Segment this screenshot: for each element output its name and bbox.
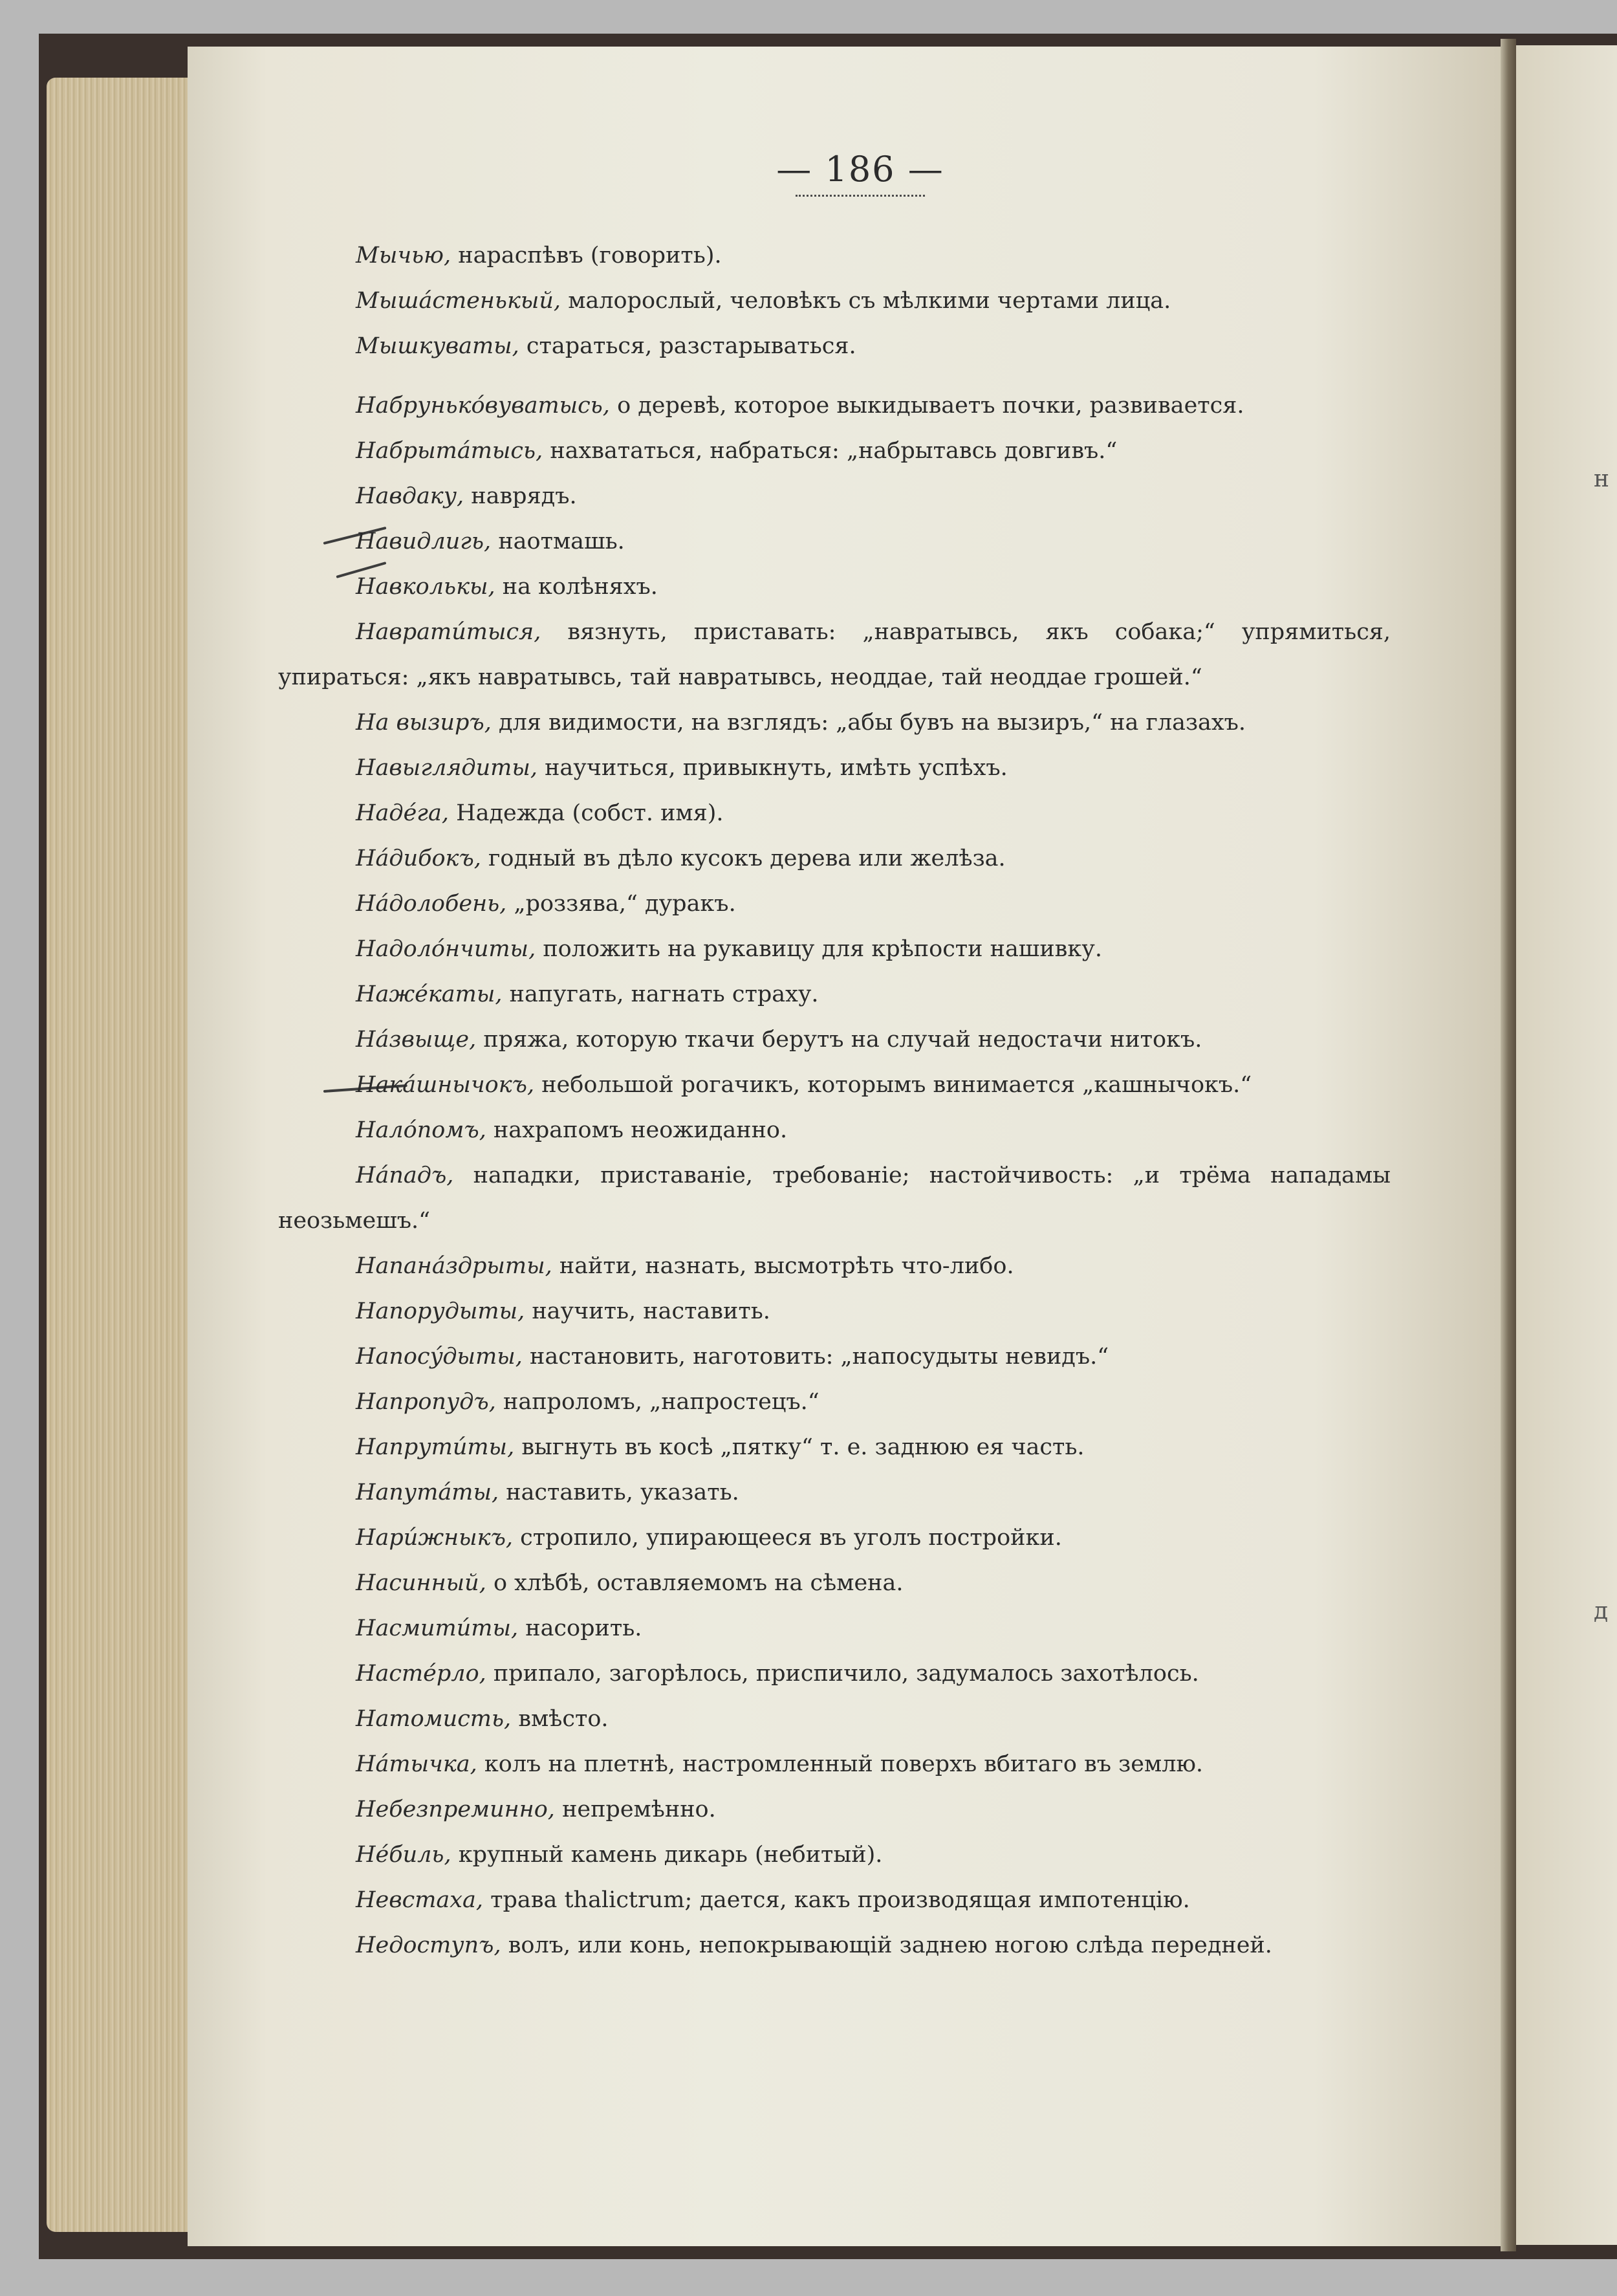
definition: стараться, разстарываться. bbox=[519, 333, 856, 359]
headword: На вызиръ, bbox=[356, 710, 492, 736]
definition: небольшой рогачикъ, которымъ винимается „кашнычокъ.“ bbox=[534, 1072, 1252, 1098]
headword: Нéбиль, bbox=[356, 1842, 451, 1868]
headword: Навратúтыся, bbox=[356, 619, 541, 645]
definition: стропило, упирающееся въ уголъ постройки. bbox=[513, 1525, 1062, 1551]
dictionary-entry bbox=[278, 700, 1391, 745]
headword: Невстаха, bbox=[356, 1887, 483, 1913]
definition: насорить. bbox=[518, 1615, 642, 1641]
dictionary-entry bbox=[278, 791, 1391, 836]
headword: Напосýдыты, bbox=[356, 1344, 523, 1370]
definition: Надежда (собст. имя). bbox=[448, 800, 724, 826]
dictionary-entry bbox=[278, 1334, 1391, 1379]
definition: малорослый, человѣкъ съ мѣлкими чертами лица. bbox=[561, 288, 1171, 314]
definition: вмѣсто. bbox=[511, 1706, 609, 1732]
definition: нараспѣвъ (говорить). bbox=[451, 243, 722, 268]
headword: Навколькы, bbox=[356, 574, 495, 600]
dictionary-entry bbox=[278, 1832, 1391, 1877]
headword: Надéга, bbox=[356, 800, 449, 826]
definition: о хлѣбѣ, оставляемомъ на сѣмена. bbox=[486, 1570, 904, 1596]
dictionary-entry bbox=[278, 1470, 1391, 1515]
page-number bbox=[776, 149, 944, 197]
definition: пряжа, которую ткачи берутъ на случай недостачи нитокъ. bbox=[476, 1027, 1202, 1053]
dictionary-entry bbox=[278, 323, 1391, 369]
definition: выгнуть въ косѣ „пятку“ т. е. заднюю ея часть. bbox=[514, 1434, 1085, 1460]
book-gutter bbox=[1501, 39, 1516, 2251]
dictionary-entry bbox=[278, 1243, 1391, 1289]
definition: колъ на плетнѣ, настромленный поверхъ вбитаго въ землю. bbox=[477, 1751, 1204, 1777]
definition: „роззява,“ дуракъ. bbox=[506, 891, 736, 917]
headword: Налóпомъ, bbox=[356, 1117, 486, 1143]
definition: крупный камень дикарь (небитый). bbox=[451, 1842, 883, 1868]
dictionary-entry bbox=[278, 1877, 1391, 1923]
headword: Надолóнчиты, bbox=[356, 936, 536, 962]
definition: трава thalictrum; дается, какъ производящая импотенцію. bbox=[483, 1887, 1190, 1913]
definition: положить на рукавицу для крѣпости нашивку. bbox=[536, 936, 1102, 962]
definition: годный въ дѣло кусокъ дерева или желѣза. bbox=[481, 846, 1006, 871]
dictionary-entry bbox=[278, 1787, 1391, 1832]
headword: Напутáты, bbox=[356, 1480, 499, 1505]
dictionary-entry bbox=[278, 1108, 1391, 1153]
dictionary-entry bbox=[278, 1425, 1391, 1470]
headword: Недоступъ, bbox=[356, 1932, 501, 1958]
headword: Нáтычка, bbox=[356, 1751, 477, 1777]
definition: научить, наставить. bbox=[525, 1298, 770, 1324]
headword: Небезпреминно, bbox=[356, 1797, 555, 1822]
headword: Настéрло, bbox=[356, 1661, 486, 1687]
next-page bbox=[1516, 45, 1617, 2245]
headword: Насмитúты, bbox=[356, 1615, 519, 1641]
definition: для видимости, на взглядъ: „абы бувъ на вызиръ,“ на глазахъ. bbox=[491, 710, 1246, 736]
headword: Нáдолобень, bbox=[356, 891, 507, 917]
definition: наставить, указать. bbox=[499, 1480, 739, 1505]
headword: Навидлигь, bbox=[356, 529, 492, 554]
dictionary-entry bbox=[278, 881, 1391, 926]
headword: Нарúжныкъ, bbox=[356, 1525, 514, 1551]
headword: Нáзвыще, bbox=[356, 1027, 477, 1053]
dictionary-entry bbox=[278, 519, 1391, 564]
dictionary-entry bbox=[278, 383, 1391, 428]
definition: научиться, привыкнуть, имѣть успѣхъ. bbox=[537, 755, 1008, 781]
dictionary-entry bbox=[278, 836, 1391, 881]
dictionary-entry bbox=[278, 1696, 1391, 1742]
headword: Мычью, bbox=[356, 243, 451, 268]
next-page-fragment: н bbox=[1594, 466, 1609, 492]
headword: Напанáздрыты, bbox=[356, 1253, 552, 1279]
dictionary-entry bbox=[278, 1379, 1391, 1425]
dictionary-entry bbox=[278, 474, 1391, 519]
headword: Нажéкаты, bbox=[356, 981, 503, 1007]
dictionary-entry bbox=[278, 278, 1391, 323]
dictionary-entry bbox=[278, 1560, 1391, 1606]
dictionary-entry bbox=[278, 926, 1391, 972]
headword: Нáдибокъ, bbox=[356, 846, 481, 871]
dictionary-entry bbox=[278, 745, 1391, 791]
headword: Навыглядиты, bbox=[356, 755, 537, 781]
headword: Напропудъ, bbox=[356, 1389, 496, 1415]
dictionary-entry bbox=[278, 1153, 1391, 1243]
headword: Насинный, bbox=[356, 1570, 486, 1596]
definition: непремѣнно. bbox=[554, 1797, 716, 1822]
headword: Набрытáтысь, bbox=[356, 438, 543, 464]
definition: найти, назнать, высмотрѣть что-либо. bbox=[552, 1253, 1014, 1279]
headword: Напорудыты, bbox=[356, 1298, 525, 1324]
dictionary-entry bbox=[278, 1606, 1391, 1651]
page-number-underline bbox=[796, 191, 925, 197]
next-page-fragment: д bbox=[1594, 1598, 1609, 1624]
definition: напугать, нагнать страху. bbox=[502, 981, 819, 1007]
definition: наврядъ. bbox=[464, 483, 577, 509]
headword: Мышкуваты, bbox=[356, 333, 519, 359]
dictionary-entry bbox=[278, 564, 1391, 609]
headword: Мышáстенькый, bbox=[356, 288, 561, 314]
dictionary-entry bbox=[278, 1515, 1391, 1560]
dictionary-entry bbox=[278, 1651, 1391, 1696]
headword: Напрутúты, bbox=[356, 1434, 515, 1460]
dictionary-entry bbox=[278, 1923, 1391, 1968]
definition: о деревѣ, которое выкидываетъ почки, развивается. bbox=[609, 393, 1244, 419]
headword: Навдаку, bbox=[356, 483, 464, 509]
definition: на колѣняхъ. bbox=[495, 574, 658, 600]
dictionary-entry bbox=[278, 1017, 1391, 1062]
headword: Набрунькóвуватысь, bbox=[356, 393, 610, 419]
definition: вязнуть, приставать: „навратывсь, якъ собака;“ упрямиться, упираться: „якъ навратывсь, тай навратывсь, неоддае, тай неоддае грошей.“ bbox=[278, 619, 1391, 690]
headword: Нáпадъ, bbox=[356, 1163, 454, 1188]
dictionary-entry bbox=[278, 233, 1391, 278]
definition: нахрапомъ неожиданно. bbox=[486, 1117, 788, 1143]
definition: напроломъ, „напростецъ.“ bbox=[495, 1389, 819, 1415]
page-number-text: — 186 — bbox=[776, 149, 944, 190]
definition: наотмашь. bbox=[491, 529, 625, 554]
dictionary-entry bbox=[278, 1062, 1391, 1108]
definition: волъ, или конь, непокрывающій заднею ногою слѣда передней. bbox=[501, 1932, 1272, 1958]
headword: Накáшнычокъ, bbox=[356, 1072, 535, 1098]
dictionary-entries bbox=[278, 233, 1391, 1968]
definition: нападки, приставаніе, требованіе; настойчивость: „и трёма нападамы неозьмешъ.“ bbox=[278, 1163, 1391, 1234]
dictionary-entry bbox=[278, 1289, 1391, 1334]
dictionary-entry bbox=[278, 609, 1391, 700]
definition: настановить, наготовить: „напосудыты невидъ.“ bbox=[522, 1344, 1109, 1370]
dictionary-entry bbox=[278, 1742, 1391, 1787]
definition: припало, загорѣлось, приспичило, задумалось захотѣлось. bbox=[486, 1661, 1199, 1687]
definition: нахвататься, набраться: „набрытавсь довгивъ.“ bbox=[543, 438, 1118, 464]
page-edges bbox=[47, 78, 195, 2232]
headword: Натомисть, bbox=[356, 1706, 512, 1732]
dictionary-entry bbox=[278, 972, 1391, 1017]
dictionary-entry bbox=[278, 428, 1391, 474]
